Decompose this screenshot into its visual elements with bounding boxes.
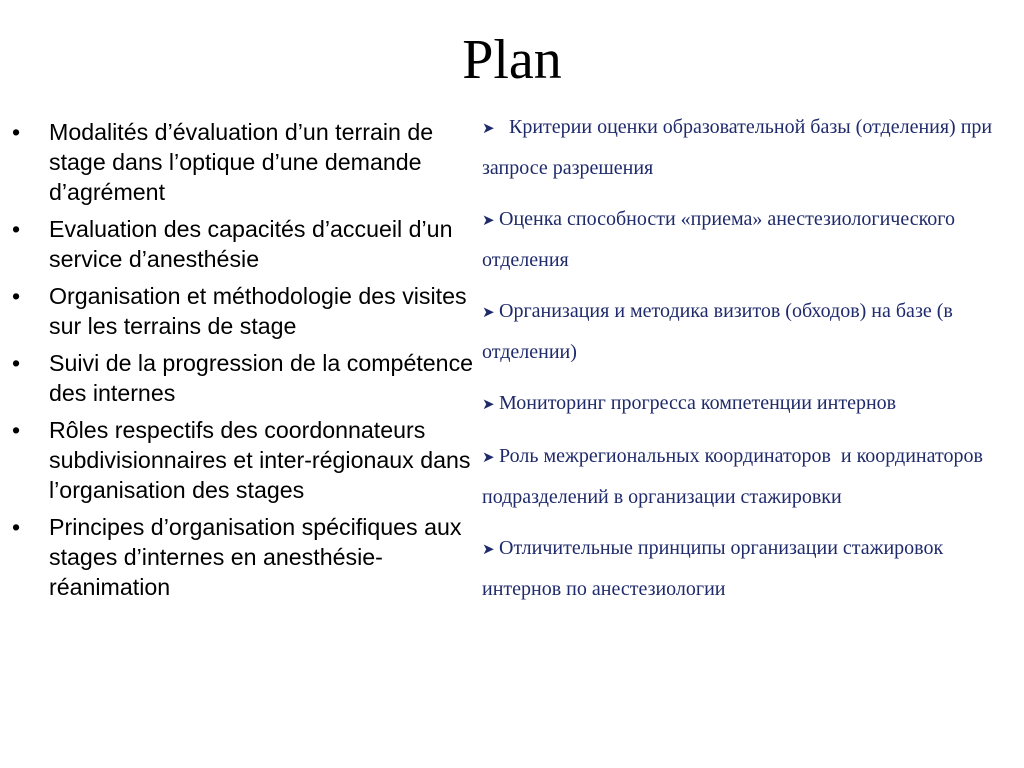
bullet-icon: • bbox=[12, 417, 21, 443]
list-item-text: Критерии оценки образовательной базы (отделения) при запросе разрешения bbox=[482, 116, 998, 179]
list-item-text: Отличительные принципы организации стажировок интернов по анестезиологии bbox=[482, 537, 949, 600]
arrow-bullet-icon: ➤ bbox=[482, 121, 495, 137]
list-item-text: Principes d’organisation spécifiques aux stages d’internes en anesthésie-réanimation bbox=[49, 514, 462, 600]
slide-title: Plan bbox=[462, 29, 562, 91]
french-bullet-list bbox=[10, 117, 480, 609]
arrow-bullet-icon: ➤ bbox=[482, 213, 495, 229]
bullet-icon: • bbox=[12, 283, 21, 309]
list-item bbox=[482, 292, 1022, 372]
list-item bbox=[10, 214, 480, 274]
list-item bbox=[10, 512, 480, 602]
bullet-icon: • bbox=[12, 350, 21, 376]
list-item bbox=[10, 415, 480, 505]
bullet-icon: • bbox=[12, 514, 21, 540]
list-item-text: Suivi de la progression de la compétence des internes bbox=[49, 350, 474, 406]
bullet-icon: • bbox=[12, 119, 21, 145]
russian-bullet-list bbox=[482, 108, 1022, 621]
list-item bbox=[482, 437, 1022, 517]
bullet-icon: • bbox=[12, 216, 21, 242]
list-item-text: Оценка способности «приема» анестезиологического отделения bbox=[482, 208, 960, 271]
list-item-text: Роль межрегиональных координаторов и координаторов подразделений в организации стажировки bbox=[482, 445, 988, 508]
list-item bbox=[482, 200, 1022, 280]
list-item bbox=[482, 384, 1022, 425]
list-item bbox=[10, 281, 480, 341]
list-item-text: Evaluation des capacités d’accueil d’un service d’anesthésie bbox=[49, 216, 453, 272]
list-item-text: Организация и методика визитов (обходов) на базе (в отделении) bbox=[482, 300, 958, 363]
arrow-bullet-icon: ➤ bbox=[482, 305, 495, 321]
arrow-bullet-icon: ➤ bbox=[482, 397, 495, 413]
list-item bbox=[10, 348, 480, 408]
arrow-bullet-icon: ➤ bbox=[482, 542, 495, 558]
list-item-text: Organisation et méthodologie des visites sur les terrains de stage bbox=[49, 283, 467, 339]
list-item bbox=[482, 529, 1022, 609]
arrow-bullet-icon: ➤ bbox=[482, 450, 495, 466]
list-item bbox=[10, 117, 480, 207]
list-item-text: Rôles respectifs des coordonnateurs subdivisionnaires et inter-régionaux dans l’organisation des stages bbox=[49, 417, 471, 503]
list-item bbox=[482, 108, 1022, 188]
list-item-text: Мониторинг прогресса компетенции интернов bbox=[499, 392, 897, 414]
list-item-text: Modalités d’évaluation d’un terrain de stage dans l’optique d’une demande d’agrément bbox=[49, 119, 434, 205]
